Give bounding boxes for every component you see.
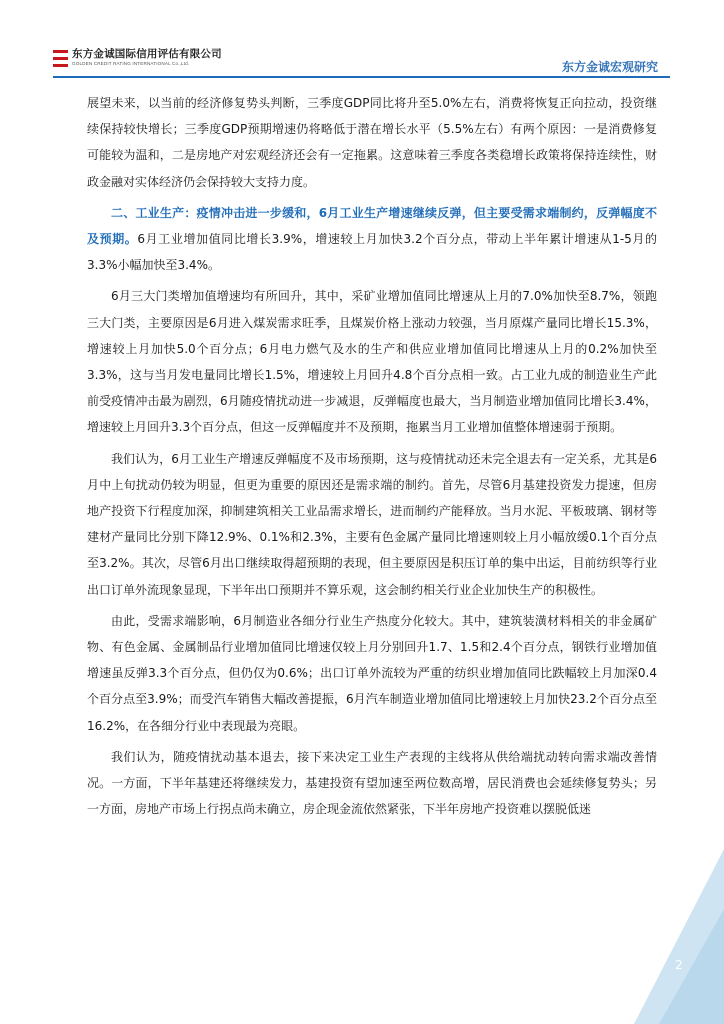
header-divider — [53, 76, 670, 78]
page-number: 2 — [675, 958, 683, 972]
company-logo — [53, 49, 222, 67]
paragraph-industrial-section — [87, 200, 657, 279]
paragraph-demand-constraint: 我们认为，6月工业生产增速反弹幅度不及市场预期，这与疫情扰动还未完全退去有一定关系，尤其是6月中上旬扰动仍较为明显，但更为重要的原因还是需求端的制约。首先，尽管6月基建投资发力提速，但房地产投资下行程度加深，抑制建筑相关工业品需求增长，进而制约产能释放。当月水泥、平板玻璃、钢材等建材产量同比分别下降12.9%、0.1%和2.3%，主要有色金属产量同比增速则较上月小幅放缓0.1个百分点至3.2%。其次，尽管6月出口继续取得超预期的表现，但主要原因是积压订单的集中出运，目前纺织等行业出口订单外流现象显现，下半年出口预期并不算乐观，这会制约相关行业企业加快生产的积极性。 — [87, 451, 657, 597]
corner-decoration — [634, 849, 724, 1024]
logo-mark-icon — [53, 50, 68, 67]
paragraph-three-categories: 6月三大门类增加值增速均有所回升，其中，采矿业增加值同比增速从上月的7.0%加快至8.7%，领跑三大门类，主要原因是6月进入煤炭需求旺季，且煤炭价格上涨动力较强，当月原煤产量同比增长15.3%，增速较上月加快5.0个百分点；6月电力燃气及水的生产和供应业增加值同比增速从上月的0.2%加快至3.3%，这与当月发电量同比增长1.5%，增速较上月回升4.8个百分点相一致。占工业九成的制造业生产此前受疫情冲击最为剧烈，6月随疫情扰动进一步减退，反弹幅度也最大，当月制造业增加值同比增长3.4%，增速较上月回升3.3个百分点，但这一反弹幅度并不及预期，拖累当月工业增加值整体增速弱于预期。 — [87, 289, 657, 435]
section-intro-text: 6月工业增加值同比增长3.9%，增速较上月加快3.2个百分点，带动上半年累计增速从1-5月的3.3%小幅加快至3.4%。 — [87, 232, 657, 273]
department-title: 东方金诚宏观研究 — [561, 60, 658, 74]
paragraph-outlook-demand: 我们认为，随疫情扰动基本退去，接下来决定工业生产表现的主线将从供给端扰动转向需求端改善情况。一方面，下半年基建还将继续发力，基建投资有望加速至两位数高增，居民消费也会延续修复势头；另一方面，房地产市场上行拐点尚未确立，房企现金流依然紧张，下半年房地产投资难以摆脱低迷 — [87, 749, 657, 817]
logo-english-name: GOLDEN CREDIT RATING INTERNATIONAL Co.,Ltd. — [72, 61, 190, 66]
paragraph-outlook: 展望未来，以当前的经济修复势头判断，三季度GDP同比将升至5.0%左右，消费将恢复正向拉动，投资继续保持较快增长；三季度GDP预期增速仍将略低于潜在增长水平（5.5%左右）有两个原因：一是消费修复可能较为温和，二是房地产对宏观经济还会有一定拖累。这意味着三季度各类稳增长政策将保持连续性，财政金融对实体经济仍会保持较大支持力度。 — [87, 96, 657, 189]
paragraph-subsector-divergence: 由此，受需求端影响，6月制造业各细分行业生产热度分化较大。其中，建筑装潢材料相关的非金属矿物、有色金属、金属制品行业增加值同比增速仅较上月分别回升1.7、1.5和2.4个百分点，钢铁行业增加值增速虽反弹3.3个百分点，但仍仅为0.6%；出口订单外流较为严重的纺织业增加值同比跌幅较上月加深0.4个百分点至3.9%；而受汽车销售大幅改善提振，6月汽车制造业增加值同比增速较上月加快23.2个百分点至16.2%，在各细分行业中表现最为亮眼。 — [87, 613, 657, 733]
page-header — [0, 0, 724, 80]
section-heading: 二、工业生产：疫情冲击进一步缓和，6月工业生产增速继续反弹，但主要受需求端制约，反弹幅度不及预期。 — [87, 205, 657, 247]
logo-chinese-name: 东方金诚国际信用评估有限公司 — [72, 48, 222, 60]
document-body — [87, 90, 657, 827]
